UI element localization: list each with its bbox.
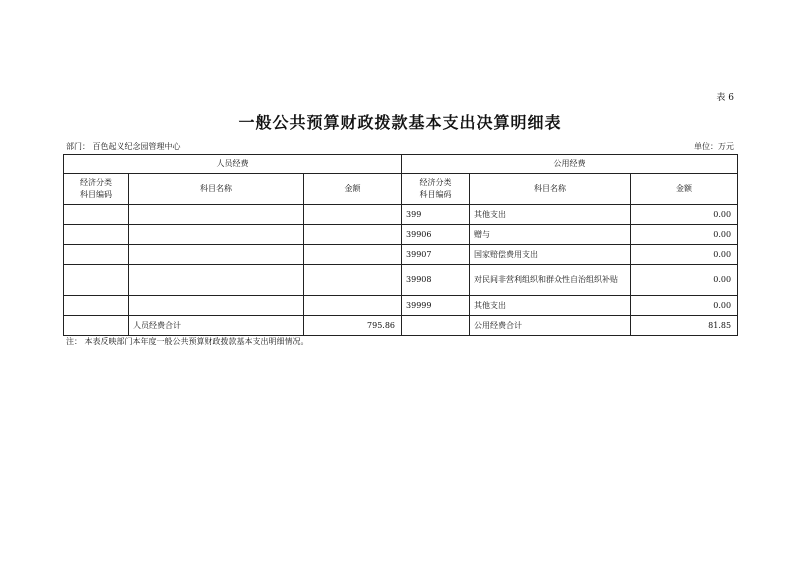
personnel-code-cell [64,225,129,245]
public-code-header: 经济分类 科目编码 [402,174,470,205]
personnel-amount-header: 金额 [304,174,402,205]
personnel-name-cell [129,245,304,265]
public-name-cell: 赠与 [470,225,631,245]
personnel-code-cell [64,265,129,296]
public-amount-cell: 0.00 [631,205,738,225]
column-header-row [64,174,738,205]
table-row [64,225,738,245]
public-code-cell: 39906 [402,225,470,245]
public-code-cell: 39907 [402,245,470,265]
personnel-code-cell [64,205,129,225]
personnel-total-code-cell [64,316,129,336]
public-name-cell: 其他支出 [470,205,631,225]
public-total-amount: 81.85 [631,316,738,336]
personnel-amount-cell [304,225,402,245]
department-label: 部门： 百色起义纪念园管理中心 [66,142,181,151]
personnel-amount-cell [304,265,402,296]
personnel-amount-cell [304,296,402,316]
public-name-cell: 对民间非营利组织和群众性自治组织补贴 [470,265,631,296]
personnel-amount-cell [304,205,402,225]
public-amount-cell: 0.00 [631,245,738,265]
table-row [64,265,738,296]
public-amount-cell: 0.00 [631,265,738,296]
unit-label: 单位：万元 [694,142,734,151]
public-name-header: 科目名称 [470,174,631,205]
personnel-total-amount: 795.86 [304,316,402,336]
personnel-header: 人员经费 [64,155,402,174]
public-code-cell: 39908 [402,265,470,296]
public-amount-header: 金额 [631,174,738,205]
public-name-cell: 其他支出 [470,296,631,316]
public-total-label: 公用经费合计 [470,316,631,336]
table-row [64,245,738,265]
public-code-cell: 39999 [402,296,470,316]
personnel-code-header: 经济分类 科目编码 [64,174,129,205]
expenditure-table [63,154,738,336]
public-amount-cell: 0.00 [631,296,738,316]
personnel-code-cell [64,245,129,265]
personnel-code-cell [64,296,129,316]
personnel-name-cell [129,225,304,245]
personnel-total-label: 人员经费合计 [129,316,304,336]
document-title: 一般公共预算财政拨款基本支出决算明细表 [238,113,562,132]
table-number: 表 6 [716,93,734,103]
public-total-code-cell [402,316,470,336]
public-amount-cell: 0.00 [631,225,738,245]
public-header: 公用经费 [402,155,738,174]
personnel-name-header: 科目名称 [129,174,304,205]
public-code-cell: 399 [402,205,470,225]
public-name-cell: 国家赔偿费用支出 [470,245,631,265]
totals-row [64,316,738,336]
footnote: 注： 本表反映部门本年度一般公共预算财政拨款基本支出明细情况。 [66,337,309,346]
personnel-name-cell [129,205,304,225]
table-row [64,296,738,316]
personnel-name-cell [129,296,304,316]
personnel-amount-cell [304,245,402,265]
personnel-name-cell [129,265,304,296]
group-header-row [64,155,738,174]
table-row [64,205,738,225]
